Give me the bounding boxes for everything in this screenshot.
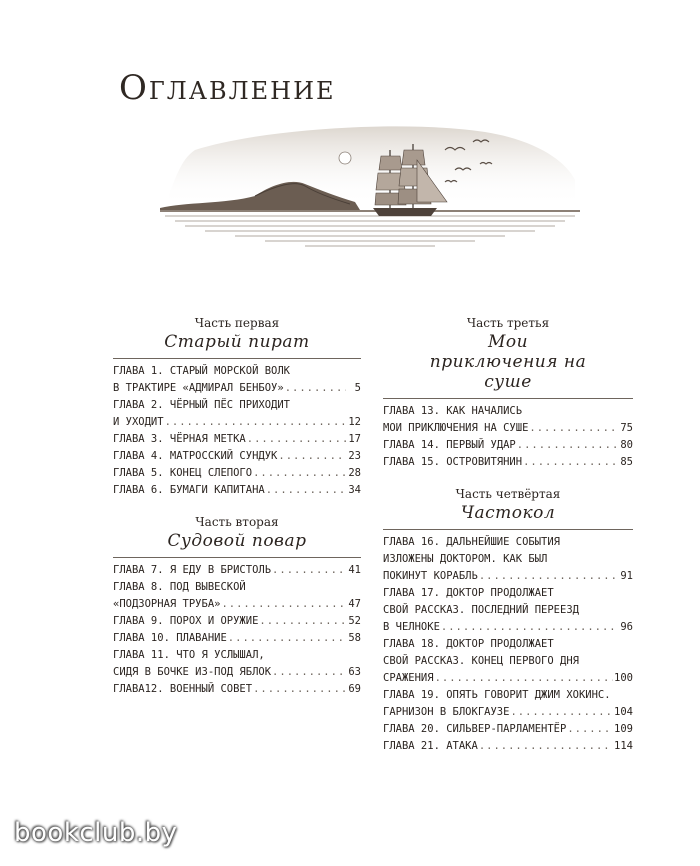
chapter-text: ГЛАВА 21. АТАКА — [383, 740, 478, 752]
toc-part-3 — [383, 316, 633, 471]
chapter-text: В ТРАКТИРЕ «АДМИРАЛ БЕНБОУ» — [113, 382, 284, 394]
leader-dots — [272, 562, 346, 579]
part-label: Часть третья — [466, 316, 550, 330]
part-title: Мои приключения на суше — [429, 332, 587, 392]
toc-part-4 — [383, 487, 633, 755]
ship-sea-illustration — [155, 120, 585, 264]
leader-dots — [165, 414, 346, 431]
page-number: 69 — [348, 683, 361, 695]
chapter-text: ИЗЛОЖЕНЫ ДОКТОРОМ. КАК БЫЛ — [383, 553, 548, 565]
leader-dots — [510, 704, 613, 721]
divider — [113, 358, 361, 359]
chapter-text: СРАЖЕНИЯ — [383, 672, 434, 684]
toc-entry — [113, 562, 361, 579]
part-label: Часть четвёртая — [455, 487, 561, 501]
toc-entry — [113, 397, 361, 431]
page-number: 104 — [614, 706, 633, 718]
chapter-text: ГЛАВА 3. ЧЁРНАЯ МЕТКА — [113, 433, 246, 445]
chapter-text: ГЛАВА 18. ДОКТОР ПРОДОЛЖАЕТ — [383, 638, 554, 650]
toc-entry — [113, 465, 361, 482]
leader-dots — [529, 420, 618, 437]
chapter-text: ГЛАВА 15. ОСТРОВИТЯНИН — [383, 456, 523, 468]
toc-entry — [383, 454, 633, 471]
toc-entry — [113, 647, 361, 681]
chapter-text: ГЛАВА 5. КОНЕЦ СЛЕПОГО — [113, 467, 253, 479]
leader-dots — [253, 681, 346, 698]
chapter-text: В ЧЕЛНОКЕ — [383, 621, 440, 633]
leader-dots — [259, 613, 346, 630]
page-number: 100 — [614, 672, 633, 684]
chapter-text: МОИ ПРИКЛЮЧЕНИЯ НА СУШЕ — [383, 422, 529, 434]
chapter-text: ГЛАВА 10. ПЛАВАНИЕ — [113, 632, 227, 644]
page-title: Оглавление — [119, 68, 336, 108]
part-label: Часть вторая — [195, 515, 279, 529]
leader-dots — [221, 596, 346, 613]
page-number: 28 — [348, 467, 361, 479]
leader-dots — [247, 431, 346, 448]
page-number: 58 — [348, 632, 361, 644]
leader-dots — [253, 465, 346, 482]
toc-entry — [383, 403, 633, 437]
toc-entry — [113, 431, 361, 448]
part-title: Старый пират — [164, 332, 310, 352]
chapter-text: ГЛАВА 2. ЧЁРНЫЙ ПЁС ПРИХОДИТ — [113, 399, 291, 411]
page-number: 34 — [348, 484, 361, 496]
chapter-text: ГЛАВА 19. ОПЯТЬ ГОВОРИТ ДЖИМ ХОКИНС. — [383, 689, 611, 701]
chapter-text: СВОЙ РАССКАЗ. КОНЕЦ ПЕРВОГО ДНЯ — [383, 655, 579, 667]
page-number: 63 — [348, 666, 361, 678]
toc-part-2 — [113, 515, 361, 698]
chapter-text: ГАРНИЗОН В БЛОКГАУЗЕ — [383, 706, 510, 718]
toc-entry — [383, 738, 633, 755]
toc-entry — [383, 437, 633, 454]
toc-entry — [383, 636, 633, 687]
toc-entry — [383, 534, 633, 585]
chapter-text: ПОКИНУТ КОРАБЛЬ — [383, 570, 478, 582]
toc-entry — [113, 630, 361, 647]
page-number: 52 — [348, 615, 361, 627]
chapter-text: И УХОДИТ — [113, 416, 164, 428]
page-number: 12 — [348, 416, 361, 428]
page-number: 96 — [620, 621, 633, 633]
chapter-text: ГЛАВА 14. ПЕРВЫЙ УДАР — [383, 439, 516, 451]
chapter-text: ГЛАВА 20. СИЛЬВЕР-ПАРЛАМЕНТЁР — [383, 723, 567, 735]
page-number: 114 — [614, 740, 633, 752]
toc-column-left — [113, 316, 361, 698]
toc-entry — [113, 613, 361, 630]
divider — [383, 529, 633, 530]
page-number: 23 — [348, 450, 361, 462]
divider — [383, 398, 633, 399]
page-number: 91 — [620, 570, 633, 582]
page-number: 75 — [620, 422, 633, 434]
leader-dots — [567, 721, 613, 738]
chapter-text: ГЛАВА 11. ЧТО Я УСЛЫШАЛ, — [113, 649, 265, 661]
leader-dots — [517, 437, 618, 454]
page-number: 85 — [620, 456, 633, 468]
leader-dots — [479, 738, 613, 755]
toc-entry — [113, 681, 361, 698]
chapter-text: ГЛАВА 13. КАК НАЧАЛИСЬ — [383, 405, 523, 417]
leader-dots — [479, 568, 618, 585]
chapter-text: ГЛАВА12. ВОЕННЫЙ СОВЕТ — [113, 683, 253, 695]
page-number: 109 — [614, 723, 633, 735]
toc-entry — [113, 448, 361, 465]
leader-dots — [285, 380, 346, 397]
toc-column-right — [383, 316, 633, 755]
toc-entry — [383, 721, 633, 738]
page-number: 17 — [348, 433, 361, 445]
leader-dots — [272, 664, 346, 681]
chapter-text: ГЛАВА 1. СТАРЫЙ МОРСКОЙ ВОЛК — [113, 365, 291, 377]
toc-part-1 — [113, 316, 361, 499]
ship-illustration-svg — [155, 120, 585, 260]
chapter-text: ГЛАВА 6. БУМАГИ КАПИТАНА — [113, 484, 265, 496]
chapter-text: ГЛАВА 4. МАТРОССКИЙ СУНДУК — [113, 450, 278, 462]
page-number: 41 — [348, 564, 361, 576]
chapter-text: ГЛАВА 9. ПОРОХ И ОРУЖИЕ — [113, 615, 259, 627]
chapter-text: ГЛАВА 16. ДАЛЬНЕЙШИЕ СОБЫТИЯ — [383, 536, 561, 548]
chapter-text: «ПОДЗОРНАЯ ТРУБА» — [113, 598, 221, 610]
chapter-text: СИДЯ В БОЧКЕ ИЗ-ПОД ЯБЛОК — [113, 666, 272, 678]
page-number: 80 — [620, 439, 633, 451]
part-label: Часть первая — [194, 316, 280, 330]
divider — [113, 557, 361, 558]
leader-dots — [278, 448, 346, 465]
chapter-text: ГЛАВА 7. Я ЕДУ В БРИСТОЛЬ — [113, 564, 272, 576]
chapter-text: СВОЙ РАССКАЗ. ПОСЛЕДНИЙ ПЕРЕЕЗД — [383, 604, 579, 616]
leader-dots — [435, 670, 613, 687]
leader-dots — [441, 619, 618, 636]
toc-entry — [113, 482, 361, 499]
watermark-logo: bookclub.by — [14, 818, 178, 848]
toc-entry — [383, 585, 633, 636]
page-number: 5 — [354, 382, 361, 394]
chapter-text: ГЛАВА 17. ДОКТОР ПРОДОЛЖАЕТ — [383, 587, 554, 599]
leader-dots — [228, 630, 346, 647]
page-number: 47 — [348, 598, 361, 610]
part-title: Судовой повар — [167, 531, 307, 551]
toc-entry — [113, 363, 361, 397]
leader-dots — [266, 482, 346, 499]
part-title: Частокол — [460, 503, 556, 523]
chapter-text: ГЛАВА 8. ПОД ВЫВЕСКОЙ — [113, 581, 246, 593]
toc-entry — [113, 579, 361, 613]
toc-entry — [383, 687, 633, 721]
leader-dots — [523, 454, 618, 471]
